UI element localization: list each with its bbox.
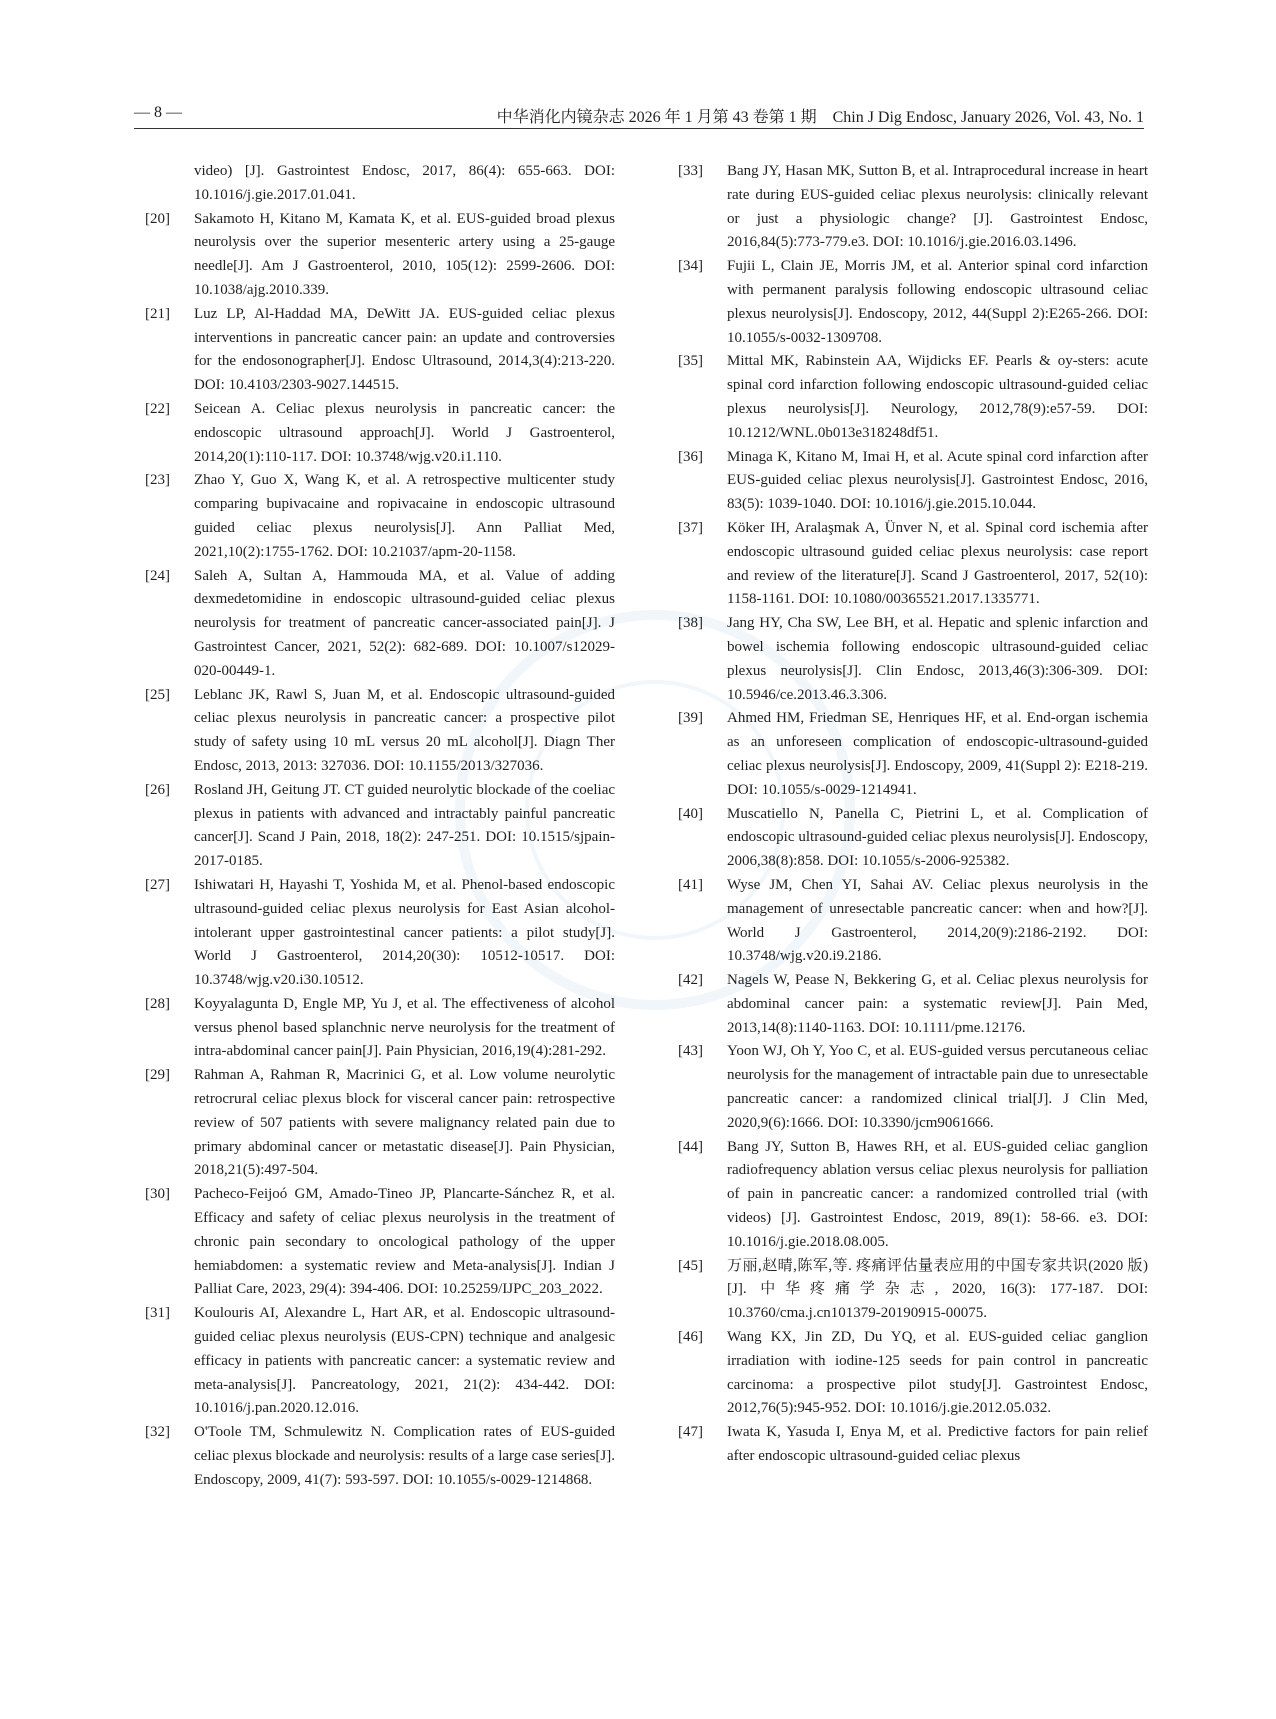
- reference-number: [25]: [145, 686, 170, 703]
- reference-number: [31]: [145, 1305, 170, 1322]
- reference-number: [27]: [145, 876, 170, 893]
- reference-number: [23]: [145, 472, 170, 489]
- reference-text: Ishiwatari H, Hayashi T, Yoshida M, et al. Phenol-based endoscopic ultrasound-guided celiac plexus neurolysis for East Asian alcohol-intolerant upper gastrointestinal cancer patients: a pilot study[J]. World J Gastroenterol, 2014,20(30): 10512-10517. DOI: 10.3748/wjg.v20.i30.10512.: [194, 876, 615, 989]
- reference-text: 万丽,赵晴,陈军,等. 疼痛评估量表应用的中国专家共识(2020 版)[J]. 中华疼痛学杂志, 2020, 16(3): 177-187. DOI: 10.3760/cma.j.cn101379-20190915-00075.: [727, 1257, 1148, 1322]
- reference-text: Bang JY, Sutton B, Hawes RH, et al. EUS-guided celiac ganglion radiofrequency ablation versus celiac plexus neurolysis for palliation of pain in pancreatic cancer: a randomized controlled trial (with videos) [J]. Gastrointest Endosc, 2019, 89(1): 58-66. e3. DOI: 10.1016/j.gie.2018.08.005.: [727, 1138, 1148, 1250]
- reference-text: Koyyalagunta D, Engle MP, Yu J, et al. The effectiveness of alcohol versus phenol based splanchnic nerve neurolysis for the treatment of intra-abdominal cancer pain[J]. Pain Physician, 2016,19(4):281-292.: [194, 995, 615, 1060]
- reference-number: [34]: [678, 258, 703, 275]
- reference-entry: [145, 160, 615, 208]
- reference-number: [47]: [678, 1424, 703, 1441]
- reference-text: Köker IH, Aralaşmak A, Ünver N, et al. Spinal cord ischemia after endoscopic ultrasound guided celiac plexus neurolysis: case report and review of the literature[J]. Scand J Gastroenterol, 2017, 52(10): 1158-1161. DOI: 10.1080/00365521.2017.1335771.: [727, 519, 1148, 608]
- reference-text: Muscatiello N, Panella C, Pietrini L, et al. Complication of endoscopic ultrasound-guided celiac plexus neurolysis[J]. Endoscopy, 2006,38(8):858. DOI: 10.1055/s-2006-925382.: [727, 805, 1148, 870]
- reference-number: [40]: [678, 805, 703, 822]
- reference-entry: [145, 993, 615, 1064]
- reference-entry: [678, 517, 1148, 612]
- page-header: [134, 104, 1144, 129]
- reference-entry: [678, 1326, 1148, 1421]
- reference-number: [35]: [678, 353, 703, 370]
- reference-text: Ahmed HM, Friedman SE, Henriques HF, et al. End-organ ischemia as an unforeseen complication of endoscopic-ultrasound-guided celiac plexus neurolysis[J]. Endoscopy, 2009, 41(Suppl 2): E218-219. DOI: 10.1055/s-0029-1214941.: [727, 710, 1148, 798]
- reference-text: Zhao Y, Guo X, Wang K, et al. A retrospective multicenter study comparing bupivacaine and ropivacaine in endoscopic ultrasound guided celiac plexus neurolysis[J]. Ann Palliat Med, 2021,10(2):1755-1762. DOI: 10.21037/apm-20-1158.: [194, 472, 615, 560]
- reference-entry: [678, 1040, 1148, 1135]
- reference-entry: [145, 1421, 615, 1492]
- reference-entry: [145, 469, 615, 564]
- reference-text: Nagels W, Pease N, Bekkering G, et al. Celiac plexus neurolysis for abdominal cancer pain: a systematic review[J]. Pain Med, 2013,14(8):1140-1163. DOI: 10.1111/pme.12176.: [727, 972, 1148, 1036]
- reference-entry: [678, 1421, 1148, 1469]
- reference-entry: [145, 565, 615, 684]
- reference-text: Saleh A, Sultan A, Hammouda MA, et al. Value of adding dexmedetomidine in endoscopic ultrasound-guided celiac plexus neurolysis for treatment of pancreatic cancer-associated pain[J]. J Gastrointest Cancer, 2021, 52(2): 682-689. DOI: 10.1007/s12029-020-00449-1.: [194, 567, 615, 679]
- reference-text: Jang HY, Cha SW, Lee BH, et al. Hepatic and splenic infarction and bowel ischemia following endoscopic ultrasound-guided celiac plexus neurolysis[J]. Clin Endosc, 2013,46(3):306-309. DOI: 10.5946/ce.2013.46.3.306.: [727, 615, 1148, 703]
- reference-entry: [678, 446, 1148, 517]
- reference-number: [44]: [678, 1138, 703, 1155]
- reference-entry: [145, 398, 615, 469]
- page-number: — 8 —: [134, 104, 182, 121]
- reference-entry: [145, 874, 615, 993]
- reference-text: Bang JY, Hasan MK, Sutton B, et al. Intraprocedural increase in heart rate during EUS-guided celiac plexus neurolysis: clinically relevant or just a physiologic change? [J]. Gastrointest Endosc, 2016,84(5):773-779.e3. DOI: 10.1016/j.gie.2016.03.1496.: [727, 163, 1148, 251]
- reference-number: [37]: [678, 519, 703, 536]
- reference-number: [29]: [145, 1067, 170, 1084]
- reference-entry: [145, 208, 615, 303]
- reference-entry: [678, 969, 1148, 1040]
- reference-entry: [145, 303, 615, 398]
- reference-entry: [678, 350, 1148, 445]
- reference-entry: [145, 1302, 615, 1421]
- reference-number: [22]: [145, 400, 170, 417]
- reference-column-left: [145, 160, 615, 1493]
- reference-number: [46]: [678, 1329, 703, 1346]
- reference-number: [24]: [145, 567, 170, 584]
- reference-entry: [145, 684, 615, 779]
- reference-number: [38]: [678, 615, 703, 632]
- reference-entry: [678, 1136, 1148, 1255]
- reference-text: Mittal MK, Rabinstein AA, Wijdicks EF. Pearls & oy-sters: acute spinal cord infarction following endoscopic ultrasound-guided celiac plexus neurolysis[J]. Neurology, 2012,78(9):e57-59. DOI: 10.1212/WNL.0b013e318248df51.: [727, 353, 1148, 441]
- reference-number: [30]: [145, 1186, 170, 1203]
- reference-number: [41]: [678, 876, 703, 893]
- reference-text: Seicean A. Celiac plexus neurolysis in pancreatic cancer: the endoscopic ultrasound approach[J]. World J Gastroenterol, 2014,20(1):110-117. DOI: 10.3748/wjg.v20.i1.110.: [194, 400, 615, 465]
- reference-number: [39]: [678, 710, 703, 727]
- journal-citation-line: 中华消化内镜杂志 2026 年 1 月第 43 卷第 1 期 Chin J Dig Endosc, January 2026, Vol. 43, No. 1: [496, 109, 1144, 126]
- reference-text: Yoon WJ, Oh Y, Yoo C, et al. EUS-guided versus percutaneous celiac neurolysis for the management of intractable pain due to unresectable pancreatic cancer: a randomized clinical trial[J]. J Clin Med, 2020,9(6):1666. DOI: 10.3390/jcm9061666.: [727, 1043, 1148, 1131]
- reference-text: Wyse JM, Chen YI, Sahai AV. Celiac plexus neurolysis in the management of unresectable pancreatic cancer: when and how?[J]. World J Gastroenterol, 2014,20(9):2186-2192. DOI: 10.3748/wjg.v20.i9.2186.: [727, 876, 1148, 965]
- reference-number: [20]: [145, 210, 170, 227]
- reference-text: Rosland JH, Geitung JT. CT guided neurolytic blockade of the coeliac plexus in patients with advanced and intractably painful pancreatic cancer[J]. Scand J Pain, 2018, 18(2): 247-251. DOI: 10.1515/sjpain-2017-0185.: [194, 781, 616, 870]
- reference-number: [32]: [145, 1424, 170, 1441]
- reference-text: Luz LP, Al-Haddad MA, DeWitt JA. EUS-guided celiac plexus interventions in pancreatic cancer pain: an update and controversies for the endosonographer[J]. Endosc Ultrasound, 2014,3(4):213-220. DOI: 10.4103/2303-9027.144515.: [194, 305, 615, 394]
- reference-entry: [678, 1255, 1148, 1326]
- reference-text: Leblanc JK, Rawl S, Juan M, et al. Endoscopic ultrasound-guided celiac plexus neurolysis in pancreatic cancer: a prospective pilot study of safety using 10 mL versus 20 mL alcohol[J]. Diagn Ther Endosc, 2013, 2013: 327036. DOI: 10.1155/2013/327036.: [194, 686, 615, 774]
- reference-text: video) [J]. Gastrointest Endosc, 2017, 86(4): 655-663. DOI: 10.1016/j.gie.2017.01.041.: [194, 163, 615, 203]
- reference-column-right: [678, 160, 1148, 1469]
- reference-entry: [145, 1183, 615, 1302]
- reference-number: [26]: [145, 781, 170, 798]
- reference-number: [43]: [678, 1043, 703, 1060]
- reference-entry: [678, 255, 1148, 350]
- reference-entry: [678, 612, 1148, 707]
- reference-text: Koulouris AI, Alexandre L, Hart AR, et al. Endoscopic ultrasound-guided celiac plexus neurolysis (EUS-CPN) technique and analgesic efficacy in patients with pancreatic cancer: a systematic review and meta-analysis[J]. Pancreatology, 2021, 21(2): 434-442. DOI: 10.1016/j.pan.2020.12.016.: [194, 1305, 615, 1417]
- reference-entry: [678, 874, 1148, 969]
- reference-number: [28]: [145, 995, 170, 1012]
- reference-text: Wang KX, Jin ZD, Du YQ, et al. EUS-guided celiac ganglion irradiation with iodine-125 seeds for pain control in pancreatic carcinoma: a prospective pilot study[J]. Gastrointest Endosc, 2012,76(5):945-952. DOI: 10.1016/j.gie.2012.05.032.: [727, 1329, 1148, 1417]
- reference-text: Minaga K, Kitano M, Imai H, et al. Acute spinal cord infarction after EUS-guided celiac plexus neurolysis[J]. Gastrointest Endosc, 2016, 83(5): 1039-1040. DOI: 10.1016/j.gie.2015.10.044.: [727, 448, 1148, 513]
- reference-entry: [678, 707, 1148, 802]
- reference-entry: [145, 779, 615, 874]
- reference-number: [42]: [678, 972, 703, 989]
- reference-text: Iwata K, Yasuda I, Enya M, et al. Predictive factors for pain relief after endoscopic ultrasound-guided celiac plexus: [727, 1424, 1148, 1465]
- reference-entry: [145, 1064, 615, 1183]
- reference-entry: [678, 803, 1148, 874]
- reference-text: Rahman A, Rahman R, Macrinici G, et al. Low volume neurolytic retrocrural celiac plexus block for visceral cancer pain: retrospective review of 507 patients with severe malignancy related pain due to primary abdominal cancer or metastatic disease[J]. Pain Physician, 2018,21(5):497-504.: [194, 1067, 615, 1179]
- reference-number: [36]: [678, 448, 703, 465]
- reference-number: [45]: [678, 1257, 703, 1274]
- reference-text: O'Toole TM, Schmulewitz N. Complication rates of EUS-guided celiac plexus blockade and neurolysis: results of a large case series[J]. Endoscopy, 2009, 41(7): 593-597. DOI: 10.1055/s-0029-1214868.: [194, 1424, 615, 1488]
- reference-text: Fujii L, Clain JE, Morris JM, et al. Anterior spinal cord infarction with permanent paralysis following endoscopic ultrasound celiac plexus neurolysis[J]. Endoscopy, 2012, 44(Suppl 2):E265-266. DOI: 10.1055/s-0032-1309708.: [727, 258, 1148, 346]
- reference-text: Pacheco-Feijoó GM, Amado-Tineo JP, Plancarte-Sánchez R, et al. Efficacy and safety of celiac plexus neurolysis in the treatment of chronic pain secondary to oncological pathology of the upper hemiabdomen: a systematic review and Meta-analysis[J]. Indian J Palliat Care, 2023, 29(4): 394-406. DOI: 10.25259/IJPC_203_2022.: [194, 1186, 615, 1298]
- reference-number: [33]: [678, 163, 703, 179]
- reference-number: [21]: [145, 305, 170, 322]
- reference-text: Sakamoto H, Kitano M, Kamata K, et al. EUS-guided broad plexus neurolysis over the superior mesenteric artery using a 25-gauge needle[J]. Am J Gastroenterol, 2010, 105(12): 2599-2606. DOI: 10.1038/ajg.2010.339.: [194, 210, 615, 298]
- reference-entry: [678, 160, 1148, 255]
